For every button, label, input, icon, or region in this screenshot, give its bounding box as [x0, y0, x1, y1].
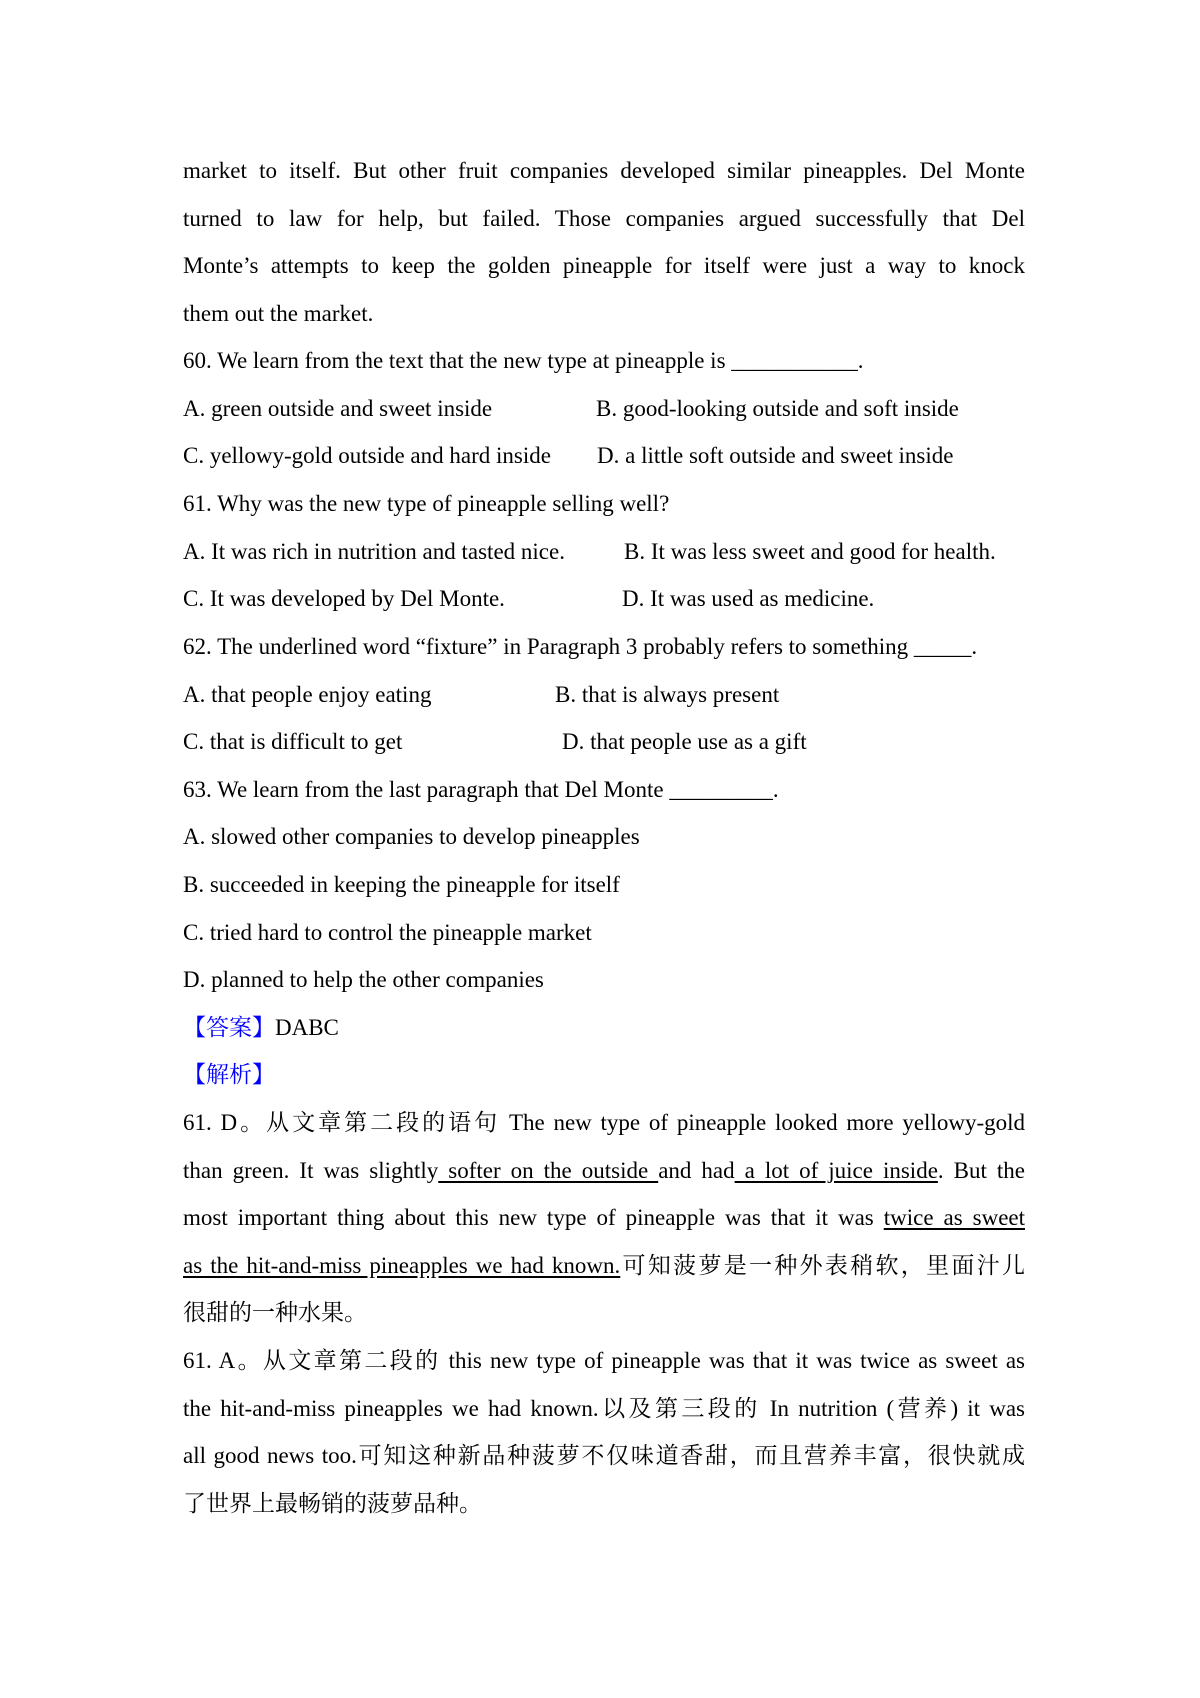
analysis-label: 【解析】 — [183, 1062, 275, 1087]
passage-line: turned to law for help, but failed. Those companies argued successfully that Del — [183, 206, 1025, 231]
analysis-line: 61. A。从文章第二段的 this new type of pineapple was that it was twice as sweet as — [183, 1348, 1025, 1373]
analysis-line: all good news too.可知这种新品种菠萝不仅味道香甜，而且营养丰富，很快就成 — [183, 1443, 1025, 1468]
option-d: D. planned to help the other companies — [183, 967, 544, 992]
passage-line: them out the market. — [183, 301, 374, 326]
passage-line: market to itself. But other fruit companies developed similar pineapples. Del Monte — [183, 158, 1025, 183]
option-a: A. It was rich in nutrition and tasted nice. — [183, 539, 565, 564]
option-c: C. that is difficult to get — [183, 729, 403, 754]
question-stem: 60. We learn from the text that the new type at pineapple is ___________. — [183, 348, 864, 373]
option-c: C. It was developed by Del Monte. — [183, 586, 505, 611]
text: most important thing about this new type of pineapple was that it was — [183, 1205, 884, 1230]
option-d: D. It was used as medicine. — [622, 586, 875, 611]
passage-line: Monte’s attempts to keep the golden pineapple for itself were just a way to knock — [183, 253, 1025, 278]
text: 可知菠萝是一种外表稍软，里面汁儿 — [620, 1253, 1025, 1278]
analysis-heading — [183, 1060, 1025, 1090]
text: than green. It was slightly — [183, 1158, 439, 1183]
option-c: C. tried hard to control the pineapple market — [183, 920, 592, 945]
analysis-line: 很甜的一种水果。 — [183, 1300, 367, 1325]
analysis-line: the hit-and-miss pineapples we had known.以及第三段的 In nutrition (营养) it was — [183, 1396, 1025, 1421]
option-a: A. green outside and sweet inside — [183, 396, 493, 421]
question-stem: 63. We learn from the last paragraph that Del Monte _________. — [183, 777, 779, 802]
question-stem: 61. Why was the new type of pineapple selling well? — [183, 491, 670, 516]
option-b: B. succeeded in keeping the pineapple for itself — [183, 872, 620, 897]
analysis-line: 61. D。从文章第二段的语句 The new type of pineapple looked more yellowy-gold — [183, 1110, 1025, 1135]
underlined-text: twice as sweet — [883, 1205, 1025, 1230]
option-b: B. good-looking outside and soft inside — [596, 396, 959, 421]
analysis-line — [183, 1156, 1025, 1186]
answer-label: 【答案】 — [183, 1015, 275, 1040]
option-b: B. that is always present — [555, 682, 780, 707]
option-d: D. a little soft outside and sweet inside — [597, 443, 954, 468]
underlined-text: softer on the outside — [438, 1158, 659, 1183]
option-a: A. that people enjoy eating — [183, 682, 432, 707]
option-c: C. yellowy-gold outside and hard inside — [183, 443, 551, 468]
analysis-line: 了世界上最畅销的菠萝品种。 — [183, 1491, 482, 1516]
option-b: B. It was less sweet and good for health. — [624, 539, 996, 564]
option-d: D. that people use as a gift — [562, 729, 807, 754]
underlined-text: as the hit-and-miss pineapples we had known. — [183, 1253, 621, 1278]
answer-value: DABC — [275, 1015, 339, 1040]
analysis-line — [183, 1203, 1025, 1233]
question-stem: 62. The underlined word “fixture” in Paragraph 3 probably refers to something _____. — [183, 634, 978, 659]
answer-line — [183, 1013, 1025, 1043]
text: and had — [658, 1158, 735, 1183]
underlined-text: a lot of juice inside — [734, 1158, 938, 1183]
text: . But the — [937, 1158, 1025, 1183]
option-a: A. slowed other companies to develop pineapples — [183, 824, 640, 849]
analysis-line — [183, 1251, 1025, 1281]
